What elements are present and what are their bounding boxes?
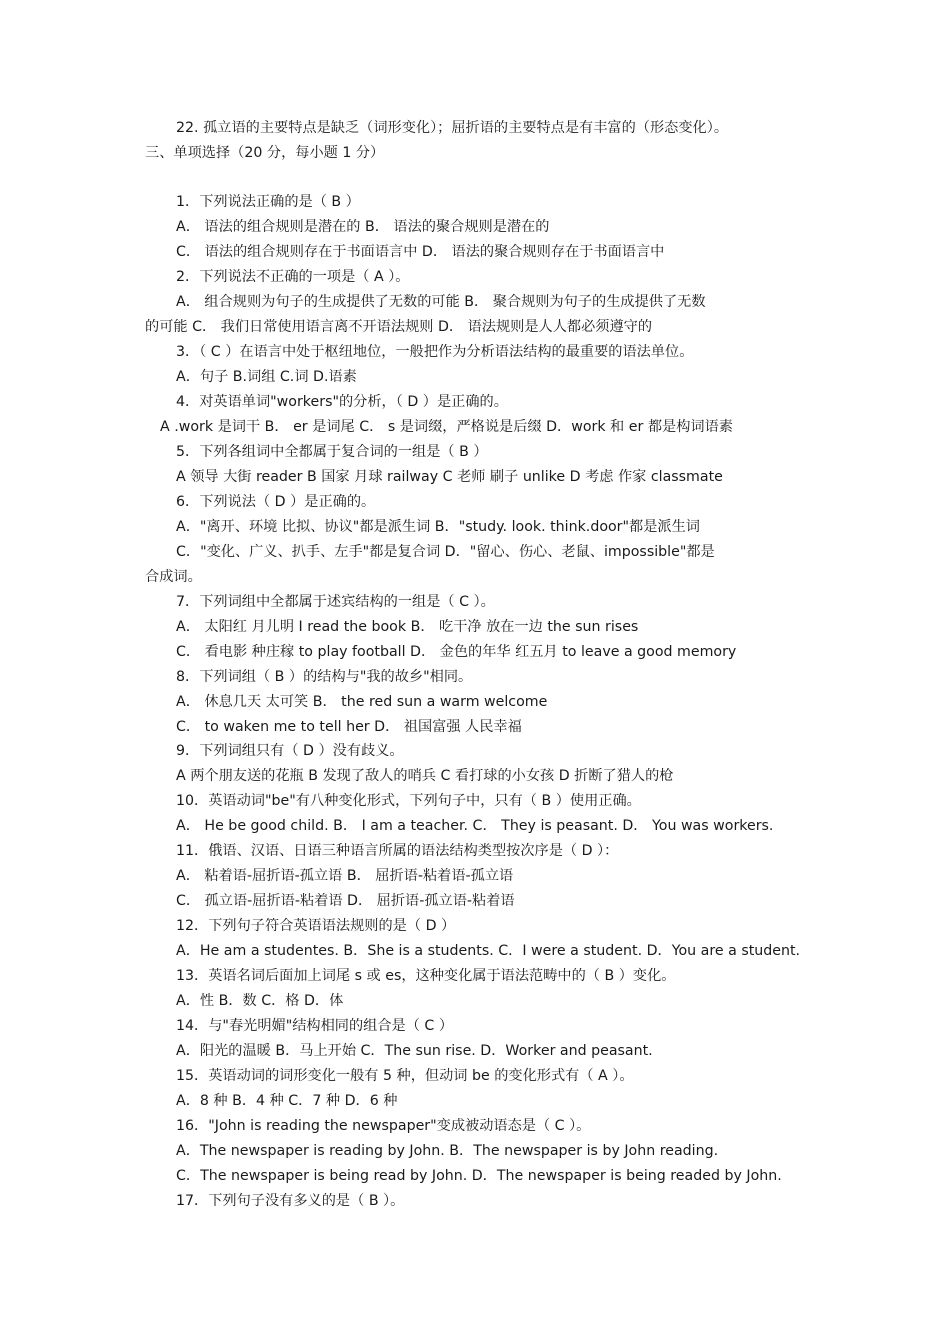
option-line: 合成词。 (145, 569, 202, 585)
option-line: A．He am a studentes. B．She is a students. C．I were a student. D．You are a student. (176, 943, 801, 959)
question-stem: 17．下列句子没有多义的是（ B ）。 (176, 1193, 405, 1209)
option-line: A． He be good child. B． I am a teacher. C． They is peasant. D． You was workers. (176, 818, 774, 834)
option-line: C． to waken me to tell her D． 祖国富强 人民幸福 (176, 719, 522, 735)
option-line: A． 粘着语-屈折语-孤立语 B． 屈折语-粘着语-孤立语 (176, 868, 514, 884)
option-line: C． 看电影 种庄稼 to play football D． 金色的年华 红五月 to leave a good memory (176, 644, 737, 660)
question-stem: 8．下列词组（ B ）的结构与"我的故乡"相同。 (176, 669, 473, 685)
option-line: A． 组合规则为句子的生成提供了无数的可能 B． 聚合规则为句子的生成提供了无数 (176, 294, 706, 310)
question-stem: 5．下列各组词中全都属于复合词的一组是（ B ） (176, 444, 488, 460)
question-stem: 13．英语名词后面加上词尾 s 或 es，这种变化属于语法范畴中的（ B ）变化。 (176, 968, 676, 984)
text-line: 22. 孤立语的主要特点是缺乏（词形变化）；屈折语的主要特点是有丰富的（形态变化）。 (176, 120, 729, 136)
question-stem: 15．英语动词的词形变化一般有 5 种，但动词 be 的变化形式有（ A ）。 (176, 1068, 634, 1084)
option-line: C． 语法的组合规则存在于书面语言中 D． 语法的聚合规则存在于书面语言中 (176, 244, 665, 260)
option-line: A．性 B．数 C．格 D．体 (176, 993, 344, 1009)
option-line: A．"离开、环境 比拟、协议"都是派生词 B．"study. look. think.door"都是派生词 (176, 519, 700, 535)
option-line: A．The newspaper is reading by John. B．The newspaper is by John reading. (176, 1143, 719, 1159)
option-line: A． 太阳红 月儿明 I read the book B． 吃干净 放在一边 the sun rises (176, 619, 639, 635)
question-stem: 9．下列词组只有（ D ）没有歧义。 (176, 743, 404, 759)
question-stem: 11．俄语、汉语、日语三种语言所属的语法结构类型按次序是（ D ）： (176, 843, 619, 859)
question-stem: 10．英语动词"be"有八种变化形式，下列句子中，只有（ B ）使用正确。 (176, 793, 641, 809)
option-line: A． 休息几天 太可笑 B． the red sun a warm welcome (176, 694, 548, 710)
question-stem: 2．下列说法不正确的一项是（ A ）。 (176, 269, 410, 285)
section-heading: 三、单项选择（20 分，每小题 1 分） (145, 145, 385, 161)
option-line: A 领导 大街 reader B 国家 月球 railway C 老师 刷子 unlike D 考虑 作家 classmate (176, 469, 723, 485)
option-line: 的可能 C． 我们日常使用语言离不开语法规则 D． 语法规则是人人都必须遵守的 (145, 319, 653, 335)
question-stem: 3．（ C ）在语言中处于枢纽地位，一般把作为分析语法结构的最重要的语法单位。 (176, 344, 694, 360)
option-line: C． 孤立语-屈折语-粘着语 D． 屈折语-孤立语-粘着语 (176, 893, 515, 909)
option-line: A． 语法的组合规则是潜在的 B． 语法的聚合规则是潜在的 (176, 219, 550, 235)
question-stem: 12．下列句子符合英语语法规则的是（ D ） (176, 918, 456, 934)
option-line: C．"变化、广义、扒手、左手"都是复合词 D．"留心、伤心、老鼠、impossible"都是 (176, 544, 715, 560)
option-line: C．The newspaper is being read by John. D．The newspaper is being readed by John. (176, 1168, 782, 1184)
option-line: A．句子 B.词组 C.词 D.语素 (176, 369, 357, 385)
question-stem: 7．下列词组中全都属于述宾结构的一组是（ C ）。 (176, 594, 495, 610)
option-line: A .work 是词干 B． er 是词尾 C． s 是词缀，严格说是后缀 D．work 和 er 都是构词语素 (160, 419, 733, 435)
question-stem: 14．与"春光明媚"结构相同的组合是（ C ） (176, 1018, 454, 1034)
question-stem: 16．"John is reading the newspaper"变成被动语态是（ C ）。 (176, 1118, 591, 1134)
option-line: A．阳光的温暖 B．马上开始 C．The sun rise. D．Worker and peasant. (176, 1043, 653, 1059)
option-line: A 两个朋友送的花瓶 B 发现了敌人的哨兵 C 看打球的小女孩 D 折断了猎人的枪 (176, 768, 674, 784)
question-stem: 1．下列说法正确的是（ B ） (176, 194, 360, 210)
question-stem: 4．对英语单词"workers"的分析，（ D ）是正确的。 (176, 394, 508, 410)
option-line: A．8 种 B．4 种 C．7 种 D．6 种 (176, 1093, 398, 1109)
question-stem: 6．下列说法（ D ）是正确的。 (176, 494, 376, 510)
